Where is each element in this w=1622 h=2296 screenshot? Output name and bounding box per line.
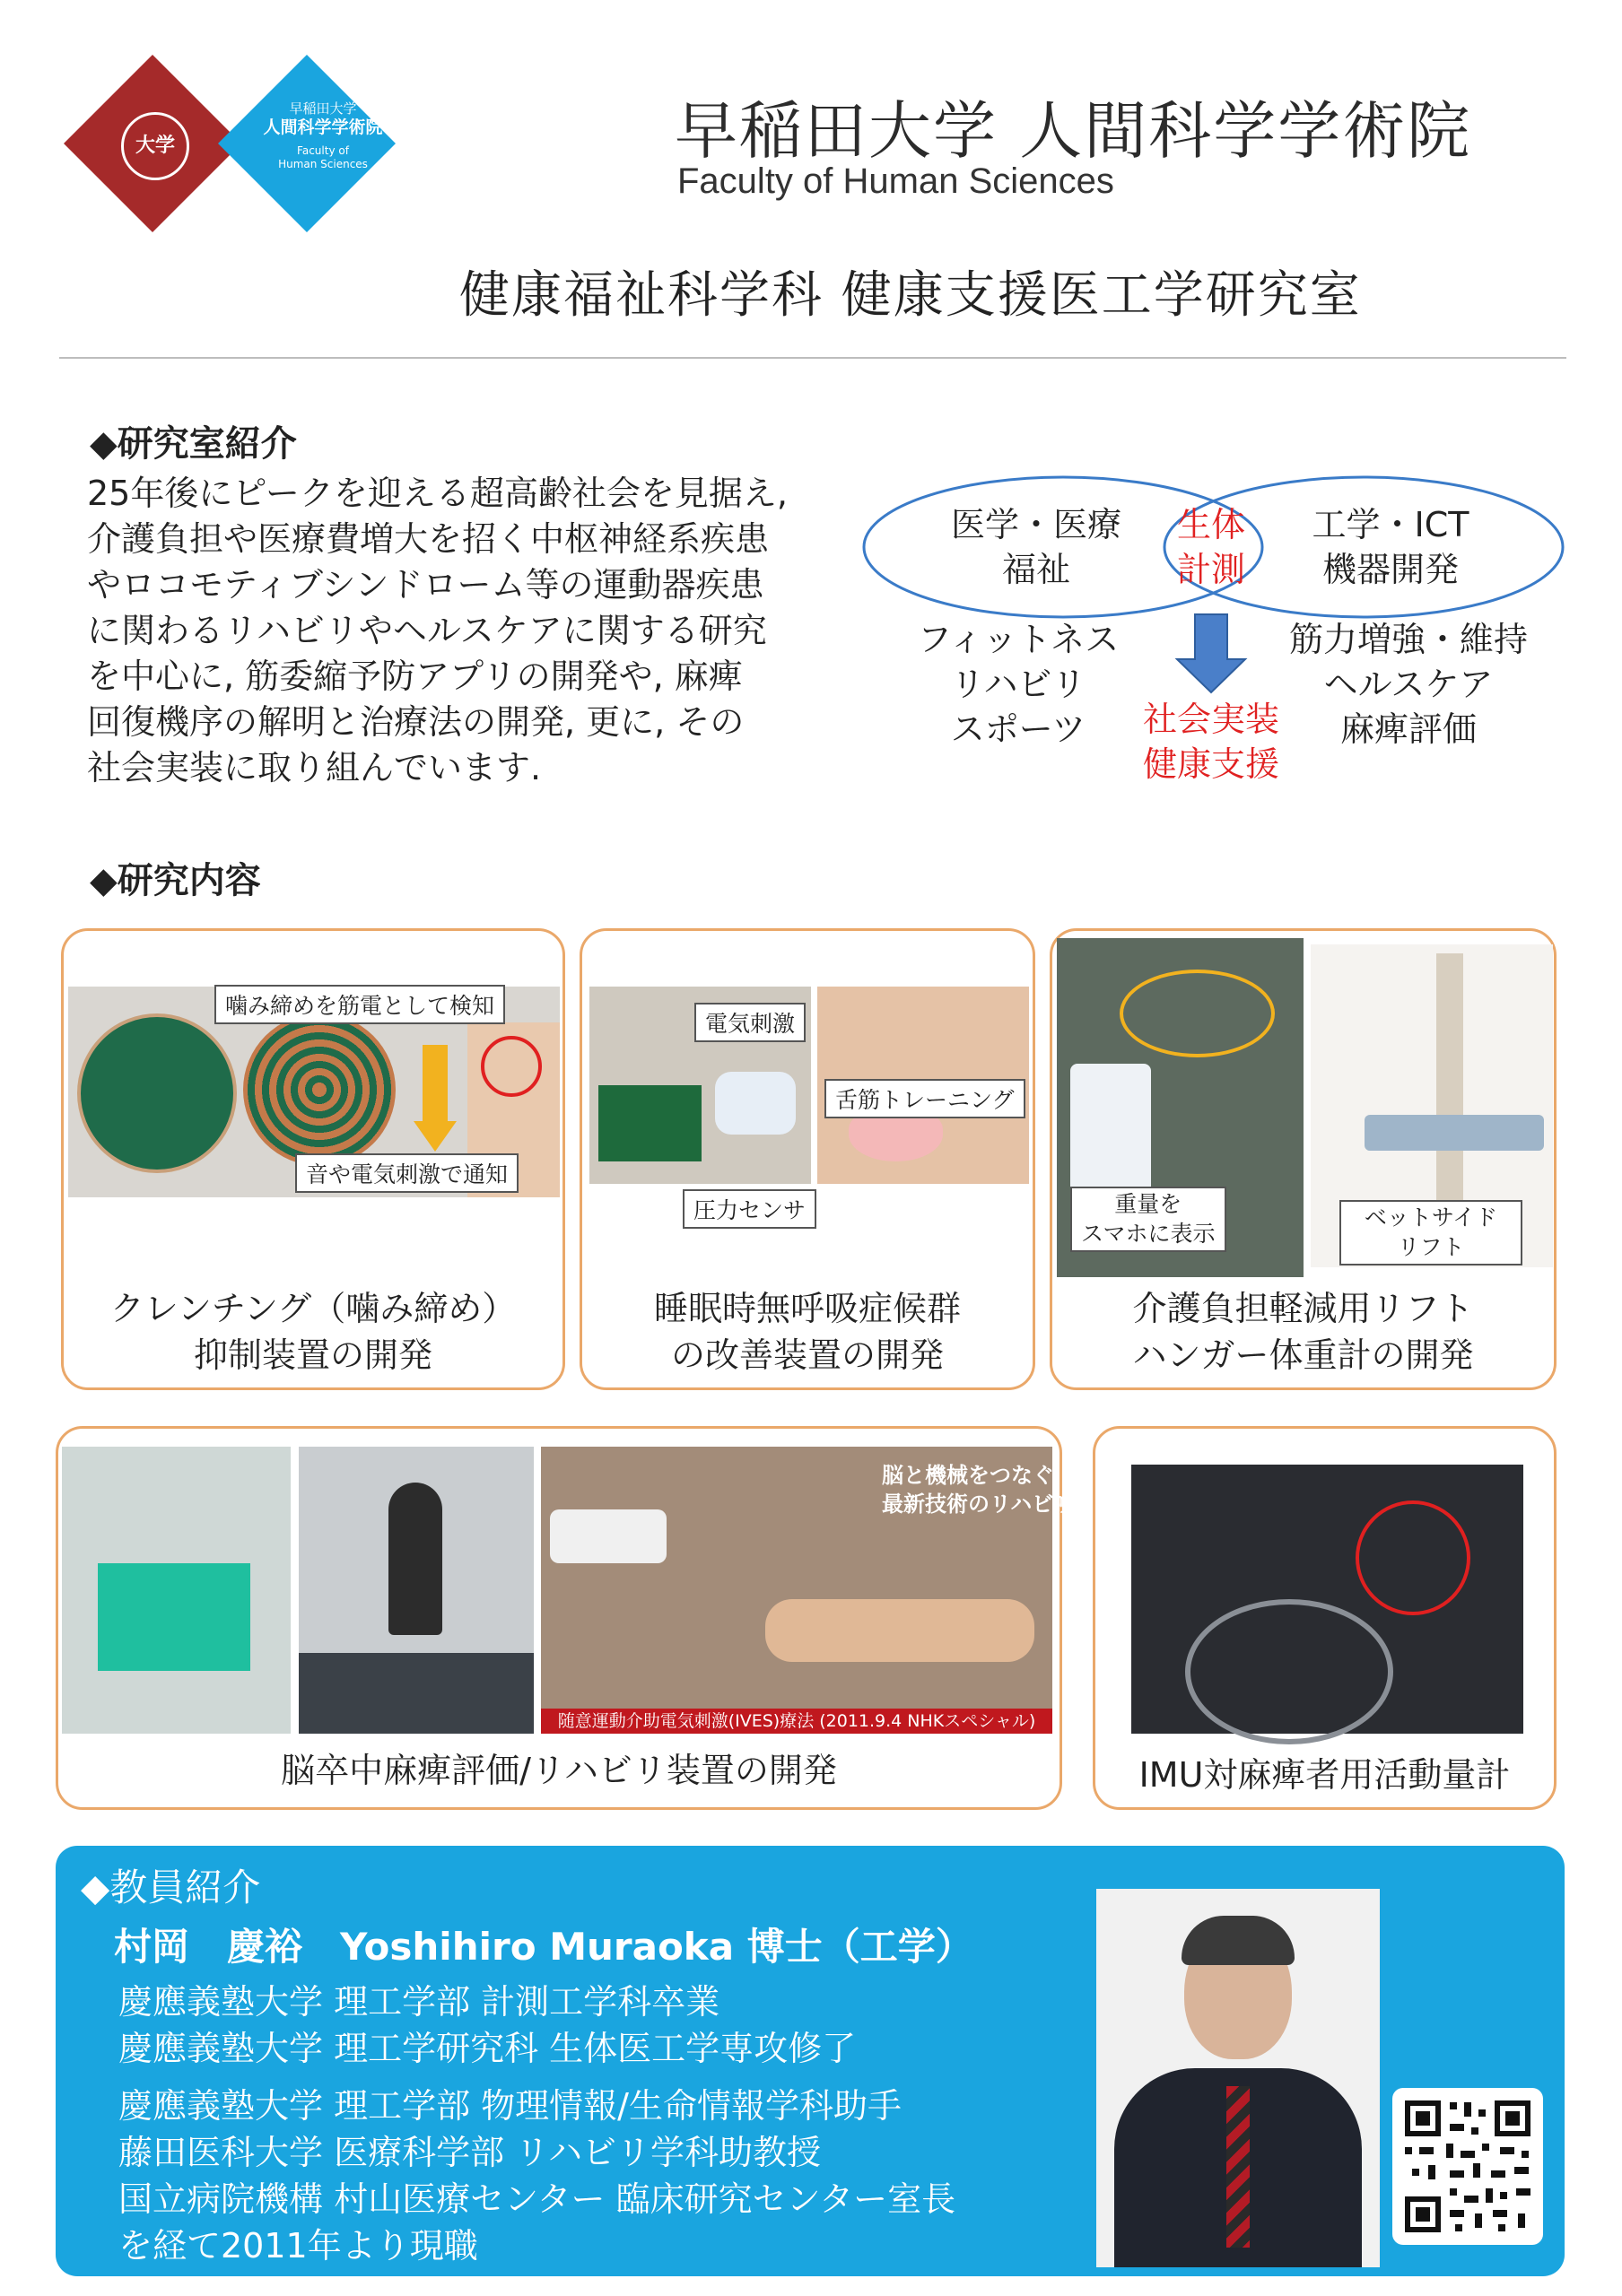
research-card-stroke [56,1426,1076,1810]
university-logo [54,45,431,242]
bed-icon [1365,1115,1544,1151]
faculty-career [118,1979,955,2269]
stroke-caption: 脳卒中麻痺評価/リハビリ装置の開発 [281,1751,837,1790]
gait-mat-icon [299,1653,534,1734]
research-heading: ◆研究内容 [90,860,261,901]
venn-below-center: 社会実装 健康支援 [1142,700,1279,784]
qr-code-icon [1392,2088,1543,2245]
ives-overlay-line1: 脳と機械をつなぐ [882,1463,1054,1488]
career-line: 慶應義塾大学 理工学研究科 生体医工学専攻修了 [118,2029,857,2068]
pcb-board-icon [77,1013,237,1173]
stroke-ives-photo [541,1447,1076,1734]
walking-person-icon [388,1483,442,1635]
sleep-label-stim: 電気刺激 [694,1003,806,1042]
logo-small-faculty: 人間科学学術院 [263,117,383,137]
logo-small-en1: Faculty of [297,144,349,157]
career-line: 慶應義塾大学 理工学部 物理情報/生命情報学科助手 [118,2086,902,2126]
sensor-axes-icon [1356,1500,1470,1615]
imu-photo [1131,1465,1523,1734]
stroke-foot-device-photo [62,1447,291,1734]
faculty-name: 村岡 慶裕 Yoshihiro Muraoka 博士（工学） [114,1925,973,1969]
clenching-label-notify: 音や電気刺激で通知 [295,1153,519,1193]
career-line: 藤田医科大学 医療科学部 リハビリ学科助教授 [118,2133,822,2172]
research-card-imu [1093,1426,1557,1810]
seal-emblem-icon: 大学 [121,112,189,180]
intro-line: 介護負担や医療費増大を招く中枢神経系疾患 [87,519,770,559]
lift-frame-icon [1436,953,1463,1222]
department-title: 健康福祉科学科 健康支援医工学研究室 [459,266,1362,325]
pcb-ring-icon [243,1013,396,1166]
intro-heading: ◆研究室紹介 [90,423,297,465]
career-line: 国立病院機構 村山医療センター 臨床研究センター室長 [118,2179,956,2219]
intro-line: 社会実装に取り組んでいます. [87,748,542,787]
logo-small-university: 早稲田大学 [289,100,357,117]
stroke-gait-photo [299,1447,534,1734]
venn-center-label: 生体 計測 [1176,505,1245,589]
sleep-label-tongue: 舌筋トレーニング [824,1079,1025,1118]
venn-right-label: 工学・ICT 機器開発 [1312,505,1469,589]
career-line: 慶應義塾大学 理工学部 計測工学科卒業 [118,1982,720,2022]
venn-below-left: フィットネス リハビリ スポーツ [917,620,1120,749]
down-arrow-icon [423,1045,448,1126]
page-subtitle-en: Faculty of Human Sciences [677,161,1114,201]
clenching-label-detect: 噛み締めを筋電として検知 [214,985,505,1024]
faculty-portrait [1096,1889,1380,2267]
ives-overlay-line2: 最新技術のリハビリ [882,1492,1076,1517]
intro-line: に関わるリハビリやヘルスケアに関する研究 [87,611,767,650]
portrait-tie [1226,2086,1250,2248]
ives-caption-bar: 随意運動介助電気刺激(IVES)療法 (2011.9.4 NHKスペシャル) [541,1709,1052,1734]
research-card-clenching [61,928,565,1390]
lift-label-bedside: ベットサイド リフト [1339,1200,1522,1265]
ives-device-icon [550,1509,667,1563]
portrait-hair [1182,1916,1295,1965]
intro-line: やロコモティブシンドローム等の運動器疾患 [87,565,764,604]
header-divider [59,357,1566,359]
arm-icon [765,1599,1034,1662]
foot-device-icon [98,1563,250,1671]
intro-line: 回復機序の解明と治療法の開発, 更に, その [87,702,745,742]
career-line: を経て2011年より現職 [118,2226,478,2266]
lift-label-weight: 重量を スマホに表示 [1070,1187,1226,1252]
electrode-pads-icon [715,1072,796,1135]
highlight-circle-icon [1120,970,1275,1057]
venn-diagram [861,466,1579,807]
venn-left-label: 医学・医療 福祉 [950,505,1121,589]
circuit-board-icon [598,1085,702,1161]
intro-line: を中心に, 筋委縮予防アプリの開発や, 麻痺 [87,657,743,696]
venn-below-right: 筋力増強・維持 ヘルスケア 麻痺評価 [1288,620,1528,749]
sleep-apnea-caption: 睡眠時無呼吸症候群 の改善装置の開発 [653,1289,961,1375]
imu-caption: IMU対麻痺者用活動量計 [1138,1755,1511,1795]
logo-small-en2: Human Sciences [278,157,368,170]
lift-caption: 介護負担軽減用リフト ハンガー体重計の開発 [1132,1289,1474,1375]
sensor-circle-icon [481,1036,542,1097]
page-title: 早稲田大学 人間科学学術院 [675,94,1472,168]
faculty-heading: ◆教員紹介 [81,1866,261,1909]
clenching-caption: クレンチング（噛み締め） 抑制装置の開発 [109,1289,517,1375]
wheelchair-icon [1185,1599,1393,1744]
down-arrowhead-icon [414,1121,457,1152]
faculty-section [56,1846,1565,2276]
down-arrow-icon [1177,614,1245,692]
intro-line: 25年後にピークを迎える超高齢社会を見据え, [87,474,788,513]
research-card-lift [1050,928,1557,1390]
research-card-sleep-apnea [580,928,1035,1390]
sleep-label-pressure: 圧力センサ [683,1189,816,1229]
intro-text [87,471,788,791]
